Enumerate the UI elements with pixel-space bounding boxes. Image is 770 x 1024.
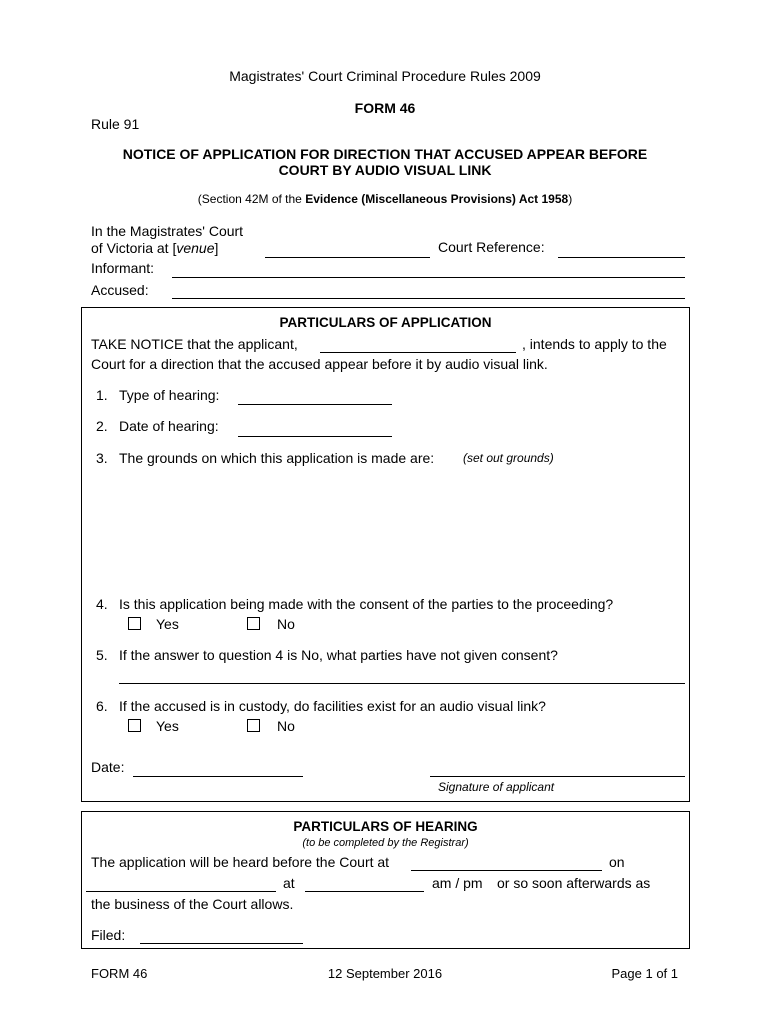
court-line2-suffix: ] xyxy=(214,240,219,256)
hearing-date-field[interactable] xyxy=(86,891,276,892)
hearing-subheading-text: (to be completed by the Registrar) xyxy=(302,837,469,849)
business-line: the business of the Court allows. xyxy=(91,896,294,912)
rule-number: Rule 91 xyxy=(91,116,140,132)
take-notice-line2: Court for a direction that the accused appear before it by audio visual link. xyxy=(91,356,548,372)
section-reference xyxy=(0,192,770,206)
court-name xyxy=(91,223,243,257)
q4-no-checkbox[interactable] xyxy=(247,617,260,630)
hearing-line1-prefix: The application will be heard before the Court at xyxy=(91,854,390,870)
venue-placeholder: venue xyxy=(176,240,215,256)
informant-label: Informant: xyxy=(91,260,155,276)
court-reference-field[interactable] xyxy=(558,257,685,258)
q4-label: Is this application being made with the consent of the parties to the proceeding? xyxy=(119,596,614,612)
form-number xyxy=(0,100,770,116)
q6-yes-checkbox[interactable] xyxy=(128,719,141,732)
filed-field[interactable] xyxy=(140,943,303,944)
application-date-field[interactable] xyxy=(133,776,303,777)
filed-label: Filed: xyxy=(91,927,126,943)
section-act: Evidence (Miscellaneous Provisions) Act 1958 xyxy=(305,192,569,206)
accused-label: Accused: xyxy=(91,282,149,298)
hearing-at-label: at xyxy=(283,875,295,891)
footer-page-number: Page 1 of 1 xyxy=(611,966,678,981)
court-line2-prefix: of Victoria at [ xyxy=(91,240,177,256)
q1-label: Type of hearing: xyxy=(119,387,220,403)
footer-date-text: 12 September 2016 xyxy=(327,966,443,981)
date-of-hearing-field[interactable] xyxy=(238,436,392,437)
q6-no-checkbox[interactable] xyxy=(247,719,260,732)
footer-form-number: FORM 46 xyxy=(91,966,148,981)
signature-field[interactable] xyxy=(430,776,685,777)
hearing-subheading xyxy=(81,837,690,849)
q6-label: If the accused is in custody, do facilities exist for an audio visual link? xyxy=(119,698,546,714)
take-notice-prefix: TAKE NOTICE that the applicant, xyxy=(91,336,298,352)
court-line2 xyxy=(91,240,243,257)
hearing-time-field[interactable] xyxy=(305,891,424,892)
q5-label: If the answer to question 4 is No, what parties have not given consent? xyxy=(119,647,558,663)
q4-yes-checkbox[interactable] xyxy=(128,617,141,630)
application-heading xyxy=(81,315,690,330)
venue-field[interactable] xyxy=(265,257,430,258)
section-prefix: (Section 42M of the xyxy=(197,192,306,206)
date-label: Date: xyxy=(91,759,125,775)
parties-not-consenting-field[interactable] xyxy=(119,683,685,684)
signature-label: Signature of applicant xyxy=(438,780,555,794)
court-reference-label: Court Reference: xyxy=(438,239,545,255)
q3-number: 3. xyxy=(96,450,108,466)
form-title-line2: COURT BY AUDIO VISUAL LINK xyxy=(278,162,492,178)
form-title xyxy=(0,146,770,178)
applicant-name-field[interactable] xyxy=(320,352,516,353)
rules-title xyxy=(0,68,770,84)
application-heading-text: PARTICULARS OF APPLICATION xyxy=(279,315,492,330)
q4-no-label: No xyxy=(277,616,295,632)
form-number-text: FORM 46 xyxy=(354,100,416,116)
hearing-venue-field[interactable] xyxy=(411,870,602,871)
hearing-heading-text: PARTICULARS OF HEARING xyxy=(293,819,478,834)
grounds-field[interactable] xyxy=(119,472,679,587)
q2-label: Date of hearing: xyxy=(119,418,219,434)
court-line1: In the Magistrates' Court xyxy=(91,223,244,239)
accused-field[interactable] xyxy=(172,298,685,299)
q3-hint: (set out grounds) xyxy=(463,451,554,465)
take-notice-suffix: , intends to apply to the xyxy=(522,336,667,352)
am-pm-label: am / pm xyxy=(432,875,483,891)
q4-yes-label: Yes xyxy=(156,616,179,632)
rules-title-text: Magistrates' Court Criminal Procedure Rules 2009 xyxy=(229,68,541,84)
form-title-line1: NOTICE OF APPLICATION FOR DIRECTION THAT ACCUSED APPEAR BEFORE xyxy=(122,146,648,162)
q6-yes-label: Yes xyxy=(156,718,179,734)
q1-number: 1. xyxy=(96,387,108,403)
q5-number: 5. xyxy=(96,647,108,663)
type-of-hearing-field[interactable] xyxy=(238,404,392,405)
hearing-heading xyxy=(81,819,690,834)
informant-field[interactable] xyxy=(172,277,685,278)
q6-number: 6. xyxy=(96,698,108,714)
q2-number: 2. xyxy=(96,418,108,434)
q4-number: 4. xyxy=(96,596,108,612)
hearing-on-label: on xyxy=(609,854,625,870)
q3-label: The grounds on which this application is made are: xyxy=(119,450,435,466)
q6-no-label: No xyxy=(277,718,295,734)
section-suffix: ) xyxy=(568,192,573,206)
or-so-soon-label: or so soon afterwards as xyxy=(497,875,651,891)
